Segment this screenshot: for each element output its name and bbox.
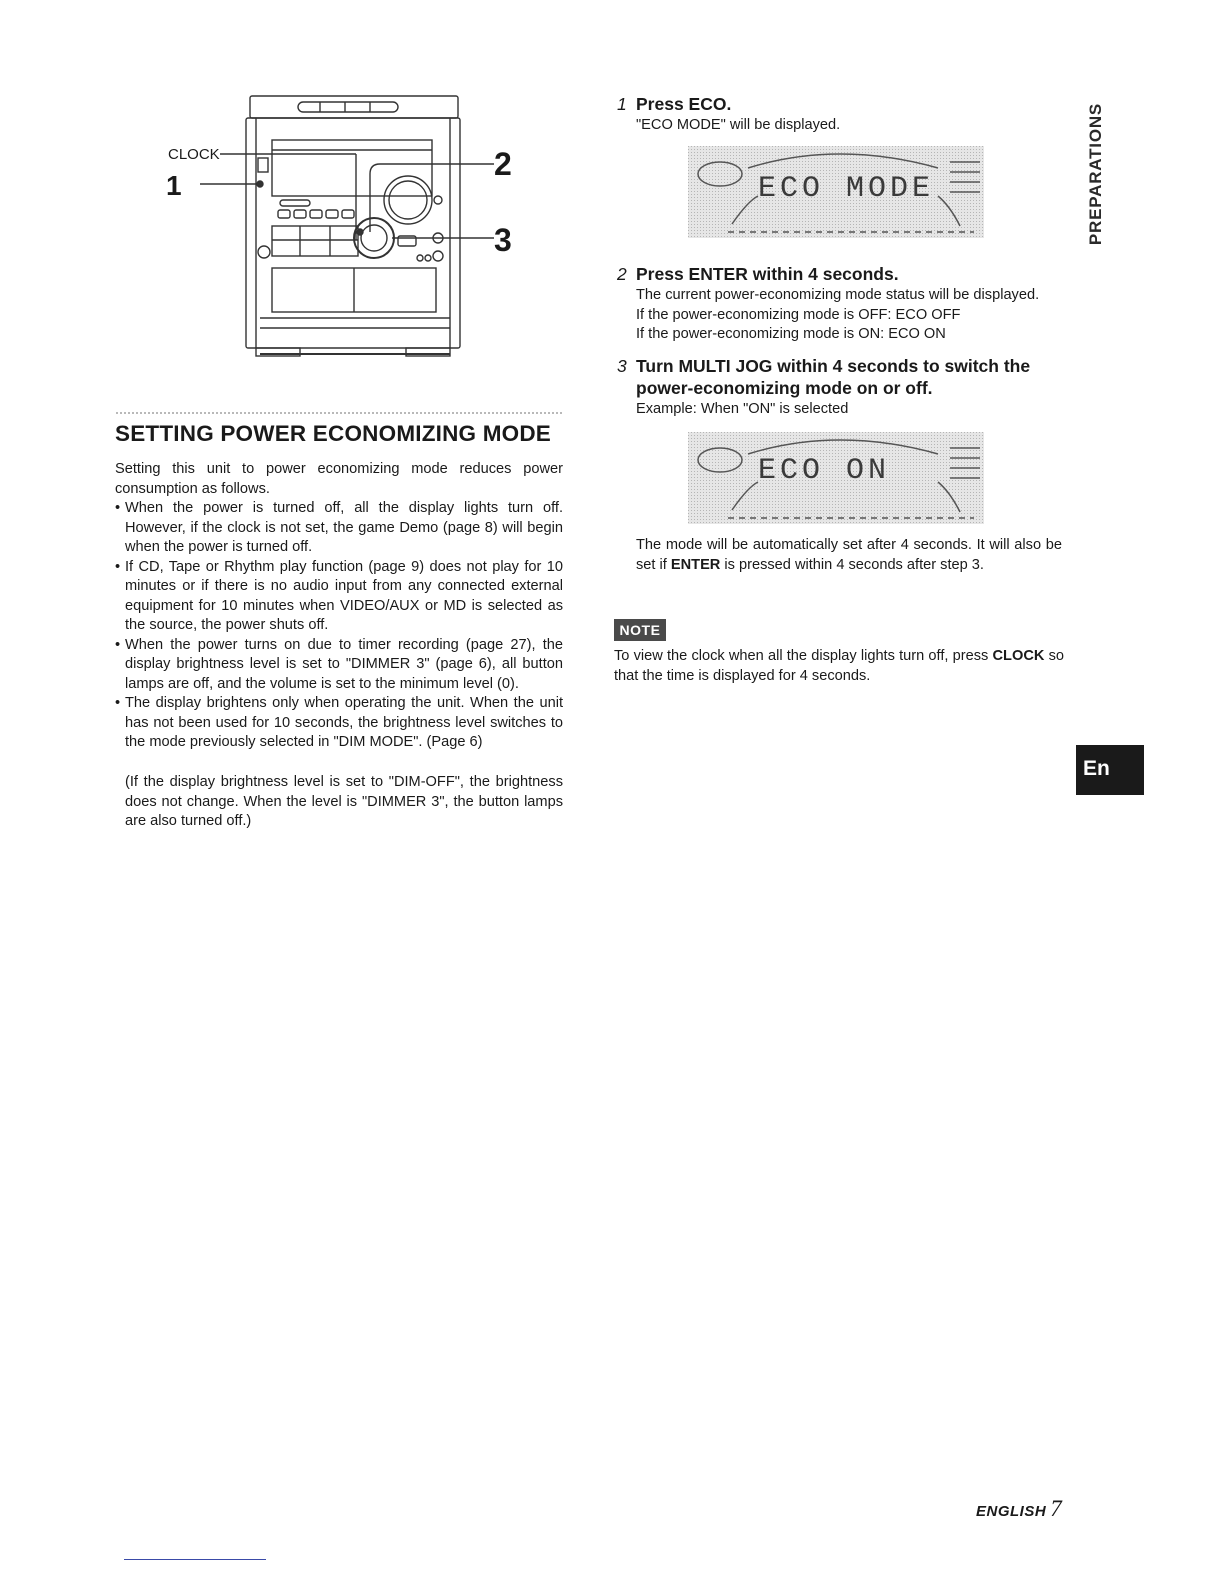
- bullet-dot: •: [115, 500, 121, 516]
- bottom-rule: [124, 1559, 266, 1560]
- bullet-dot: •: [115, 636, 121, 653]
- note-text-part: so that the time is displayed for 4 seconds.: [614, 648, 1065, 684]
- step-1-number: 1: [617, 94, 627, 114]
- bullet-text: When the power turns on due to timer recording (page 27), the display brightness level is set to "DIMMER 3" (page 6), all button lamps are off, and the volume is set to the minimum level (0).: [125, 636, 563, 692]
- lcd-display-eco-on: [688, 432, 984, 524]
- callout-number-3: 3: [494, 222, 512, 258]
- clock-callout-label: CLOCK: [168, 146, 220, 163]
- step-2-title: Press ENTER within 4 seconds.: [636, 264, 899, 284]
- language-tab-label: En: [1083, 757, 1110, 780]
- step-1-title: Press ECO.: [636, 94, 732, 114]
- auto-set-description: [636, 536, 1062, 575]
- language-tab: [1076, 745, 1144, 795]
- callout-number-2: 2: [494, 146, 512, 182]
- enter-key-name: ENTER: [670, 556, 721, 573]
- step-2-desc-line: If the power-economizing mode is ON: ECO ON: [636, 326, 946, 342]
- clock-key-name: CLOCK: [992, 648, 1045, 664]
- bullet-text: When the power is turned off, all the display lights turn off. However, if the clock is not set, the game Demo (page 8) will begin when the power is turned off.: [125, 500, 563, 555]
- auto-set-text: The mode will be automatically set after 4 seconds. It will also be set if: [636, 537, 1062, 573]
- auto-set-text: is pressed within 4 seconds after step 3.: [720, 556, 984, 573]
- step-2-desc-line: If the power-economizing mode is OFF: ECO OFF: [636, 306, 961, 323]
- footer-language-label: ENGLISH: [976, 1503, 1047, 1520]
- list-item: [115, 694, 563, 753]
- bullet-dot: •: [115, 695, 121, 711]
- callout-number-1: 1: [166, 170, 182, 201]
- note-badge: NOTE: [614, 619, 666, 641]
- page-number: 7: [1050, 1496, 1062, 1521]
- step-3-number: 3: [617, 356, 627, 376]
- note-text: [614, 647, 1064, 686]
- list-item: [115, 558, 563, 636]
- section-divider: [116, 412, 562, 414]
- note-text-part: To view the clock when all the display lights turn off, press: [614, 648, 993, 664]
- step-2-desc-line: The current power-economizing mode status will be displayed.: [636, 287, 1040, 303]
- list-item: [115, 499, 563, 558]
- bullet-dot: •: [115, 558, 121, 575]
- stereo-unit-diagram: [160, 92, 520, 372]
- section-intro: Setting this unit to power economizing mode reduces power consumption as follows.: [115, 461, 563, 497]
- section-title: SETTING POWER ECONOMIZING MODE: [115, 421, 552, 446]
- step-2-description: [636, 286, 1066, 345]
- step-3-description: Example: When "ON" is selected: [636, 401, 849, 417]
- lcd-text: ECO MODE: [758, 172, 935, 206]
- step-3-title: Turn MULTI JOG within 4 seconds to switch the power-economizing mode on or off.: [636, 356, 1031, 398]
- chapter-side-tab: [1084, 88, 1108, 260]
- bullet-text: The display brightens only when operating the unit. When the unit has not been used for 10 seconds, the brightness level switches to the mode previously selected in "DIM MODE". (Page 6): [125, 695, 563, 750]
- step-2-number: 2: [617, 264, 627, 284]
- chapter-side-tab-label: PREPARATIONS: [1086, 102, 1105, 246]
- step-1-description: "ECO MODE" will be displayed.: [636, 117, 841, 133]
- parenthetical-note: (If the display brightness level is set to "DIM-OFF", the brightness does not change. When the level is "DIMMER 3", the button lamps are also turned off.): [125, 774, 563, 829]
- lcd-text: ECO ON: [758, 454, 891, 488]
- bullet-list: [115, 499, 563, 753]
- page-footer: [976, 1496, 1062, 1522]
- bullet-text: If CD, Tape or Rhythm play function (page 9) does not play for 10 minutes or if there is no audio input from any connected external equipment for 10 minutes when VIDEO/AUX or MD is selected as the source, the power shuts off.: [125, 558, 563, 633]
- lcd-display-eco-mode: [688, 146, 984, 238]
- list-item: [115, 636, 563, 695]
